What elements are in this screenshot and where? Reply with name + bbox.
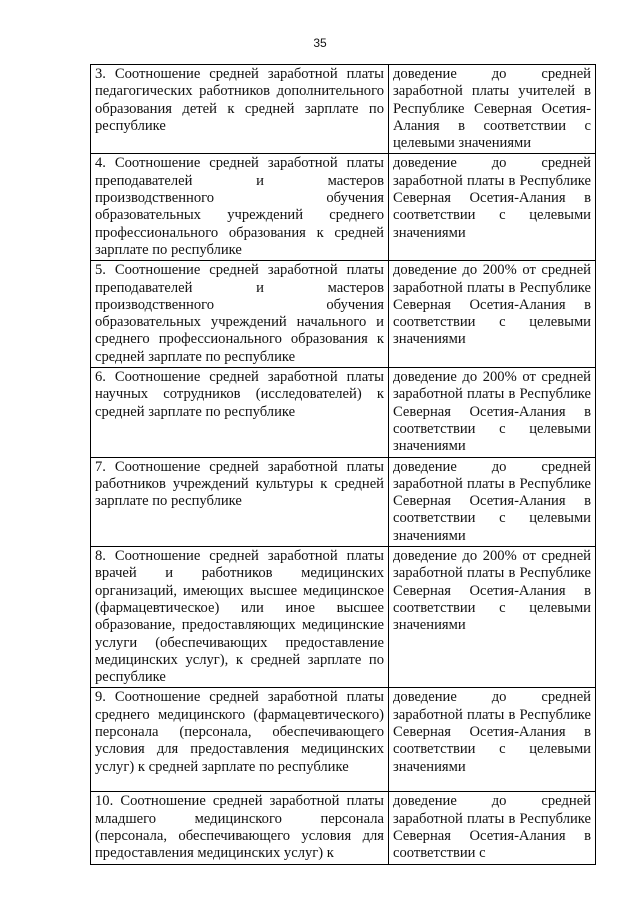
indicator-cell: 6. Соотношение средней заработной платы научных сотрудников (исследователей) к средней зарплате по республике — [91, 368, 389, 457]
target-cell: доведение до средней заработной платы учителей в Республике Северная Осетия-Алания в соответствии с целевыми значениями — [389, 65, 596, 154]
target-cell: доведение до средней заработной платы в Республике Северная Осетия-Алания в соответствии с — [389, 792, 596, 864]
indicator-cell: 5. Соотношение средней заработной платы преподавателей и мастеров производственного обучения образовательных учреждений начального и среднего профессионального образования к средней зарплате по республике — [91, 261, 389, 368]
table-row — [91, 368, 596, 457]
indicator-cell: 10. Соотношение средней заработной платы младшего медицинского персонала (персонала, обеспечивающего условия для предоставления медицинских услуг) к — [91, 792, 389, 864]
page-number: 35 — [313, 36, 327, 50]
indicator-cell: 4. Соотношение средней заработной платы преподавателей и мастеров производственного обучения образовательных учреждений среднего профессионального образования к средней зарплате по республике — [91, 154, 389, 261]
indicator-cell: 3. Соотношение средней заработной платы педагогических работников дополнительного образования детей к средней зарплате по республике — [91, 65, 389, 154]
target-cell: доведение до 200% от средней заработной платы в Республике Северная Осетия-Алания в соответствии с целевыми значениями — [389, 368, 596, 457]
target-cell: доведение до средней заработной платы в Республике Северная Осетия-Алания в соответствии с целевыми значениями — [389, 154, 596, 261]
target-cell: доведение до 200% от средней заработной платы в Республике Северная Осетия-Алания в соответствии с целевыми значениями — [389, 547, 596, 688]
table-row — [91, 457, 596, 546]
indicator-cell: 9. Соотношение средней заработной платы среднего медицинского (фармацевтического) персонала (персонала, обеспечивающего условия для предоставления медицинских услуг) к средней зарплате по республике — [91, 688, 389, 792]
table-row — [91, 261, 596, 368]
table-row — [91, 792, 596, 864]
indicator-cell: 8. Соотношение средней заработной платы врачей и работников медицинских организаций, имеющих высшее медицинское (фармацевтическое) или иное высшее образование, предоставляющих медицинские услуги (обеспечивающих предоставление медицинских услуг), к средней зарплате по республике — [91, 547, 389, 688]
target-cell: доведение до 200% от средней заработной платы в Республике Северная Осетия-Алания в соответствии с целевыми значениями — [389, 261, 596, 368]
indicators-table — [90, 64, 596, 865]
target-cell: доведение до средней заработной платы в Республике Северная Осетия-Алания в соответствии с целевыми значениями — [389, 688, 596, 792]
table-row — [91, 688, 596, 792]
indicator-cell: 7. Соотношение средней заработной платы работников учреждений культуры к средней зарплате по республике — [91, 457, 389, 546]
table-row — [91, 547, 596, 688]
table-row — [91, 65, 596, 154]
target-cell: доведение до средней заработной платы в Республике Северная Осетия-Алания в соответствии с целевыми значениями — [389, 457, 596, 546]
table-row — [91, 154, 596, 261]
